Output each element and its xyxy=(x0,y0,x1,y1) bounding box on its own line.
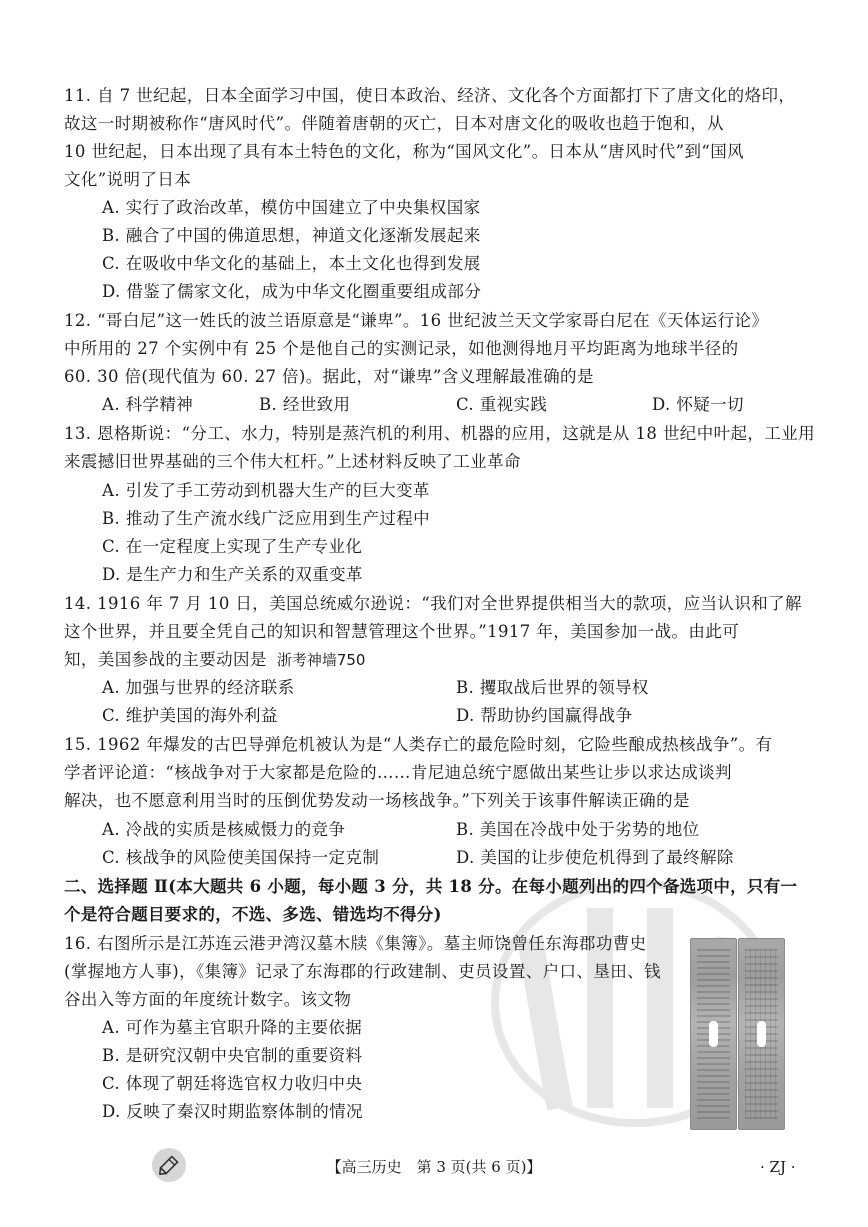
q15-stem-line-1: 15. 1962 年爆发的古巴导弹危机被认为是“人类存亡的最危险时刻，它险些酿成热核战争”。有 xyxy=(64,735,773,754)
q15-stem-line-3: 解决，也不愿意利用当时的压倒优势发动一场核战争。”下列关于该事件解读正确的是 xyxy=(64,791,690,810)
q12-stem-line-2: 中所用的 27 个实例中有 25 个是他自己的实测记录，如他测得地月平均距离为地球半径的 xyxy=(64,339,739,358)
q12-stem-line-1: 12. “哥白尼”这一姓氏的波兰语原意是“谦卑”。16 世纪波兰天文学家哥白尼在《天体运行论》 xyxy=(64,311,769,330)
q15-stem-line-2: 学者评论道：“核战争对于大家都是危险的……肯尼迪总统宁愿做出某些让步以求达成谈判 xyxy=(64,763,732,782)
q15-option-c[interactable]: C. 核战争的风险使美国保持一定克制 xyxy=(102,848,380,867)
slip-notch-right xyxy=(757,1021,766,1047)
q11-option-a[interactable]: A. 实行了政治改革，模仿中国建立了中央集权国家 xyxy=(102,198,481,217)
q12-option-a[interactable]: A. 科学精神 xyxy=(102,395,194,414)
q12-stem-line-3: 60. 30 倍(现代值为 60. 27 倍)。据此，对“谦卑”含义理解最准确的是 xyxy=(64,367,594,386)
q13-option-b[interactable]: B. 推动了生产流水线广泛应用到生产过程中 xyxy=(102,509,431,528)
q13-option-a[interactable]: A. 引发了手工劳动到机器大生产的巨大变革 xyxy=(102,481,430,500)
q11-stem-line-3: 10 世纪起，日本出现了具有本土特色的文化，称为“国风文化”。日本从“唐风时代”到“国风 xyxy=(64,142,745,161)
q15-option-d[interactable]: D. 美国的让步使危机得到了最终解除 xyxy=(456,848,734,867)
q16-stem-line-2: (掌握地方人事)，《集簿》记录了东海郡的行政建制、吏员设置、户口、垦田、钱 xyxy=(64,962,661,981)
q16-option-a[interactable]: A. 可作为墓主官职升降的主要依据 xyxy=(102,1018,363,1037)
q15-option-a[interactable]: A. 冷战的实质是核威慑力的竞争 xyxy=(102,820,346,839)
q16-option-d[interactable]: D. 反映了秦汉时期监察体制的情况 xyxy=(102,1102,363,1121)
q16-option-c[interactable]: C. 体现了朝廷将选官权力收归中央 xyxy=(102,1074,363,1093)
q14-stem-line-3-text: 知，美国参战的主要动因是 xyxy=(64,650,267,669)
q13-option-c[interactable]: C. 在一定程度上实现了生产专业化 xyxy=(102,537,363,556)
q14-watermark-text: 浙考神墙750 xyxy=(276,651,366,669)
q14-option-a[interactable]: A. 加强与世界的经济联系 xyxy=(102,678,295,697)
section-2-header-line-1: 二、选择题 Ⅱ(本大题共 6 小题，每小题 3 分，共 18 分。在每小题列出的四个备选项中，只有一 xyxy=(64,877,798,896)
q11-stem-line-2: 故这一时期被称作“唐风时代”。伴随着唐朝的灭亡，日本对唐文化的吸收也趋于饱和，从 xyxy=(64,114,724,133)
q11-option-b[interactable]: B. 融合了中国的佛道思想，神道文化逐渐发展起来 xyxy=(102,226,481,245)
q11-option-c[interactable]: C. 在吸收中华文化的基础上，本土文化也得到发展 xyxy=(102,254,481,273)
q16-option-b[interactable]: B. 是研究汉朝中央官制的重要资料 xyxy=(102,1046,363,1065)
q15-option-b[interactable]: B. 美国在冷战中处于劣势的地位 xyxy=(456,820,700,839)
wooden-slip-image-left xyxy=(690,938,737,1130)
q11-option-d[interactable]: D. 借鉴了儒家文化，成为中华文化圈重要组成部分 xyxy=(102,282,482,301)
q13-stem-line-2: 来震撼旧世界基础的三个伟大杠杆。”上述材料反映了工业革命 xyxy=(64,452,521,471)
wooden-slip-image-right xyxy=(738,938,785,1130)
q13-stem-line-1: 13. 恩格斯说：“分工、水力，特别是蒸汽机的利用、机器的应用，这就是从 18 世纪中叶起，工业用 xyxy=(64,424,816,443)
q11-stem-line-1: 11. 自 7 世纪起，日本全面学习中国，使日本政治、经济、文化各个方面都打下了唐文化的烙印， xyxy=(64,86,796,105)
q12-option-c[interactable]: C. 重视实践 xyxy=(456,395,548,414)
q14-stem-line-2: 这个世界，并且要全凭自己的知识和智慧管理这个世界。”1917 年，美国参加一战。由此可 xyxy=(64,622,740,641)
q12-option-d[interactable]: D. 怀疑一切 xyxy=(652,395,744,414)
slip-notch-left xyxy=(709,1021,718,1047)
q16-stem-line-3: 谷出入等方面的年度统计数字。该文物 xyxy=(64,990,352,1009)
section-2-header-line-2: 个是符合题目要求的，不选、多选、错选均不得分) xyxy=(64,905,442,924)
q14-option-d[interactable]: D. 帮助协约国赢得战争 xyxy=(456,706,633,725)
q13-option-d[interactable]: D. 是生产力和生产关系的双重变革 xyxy=(102,565,363,584)
pencil-icon xyxy=(152,1148,186,1182)
q12-option-b[interactable]: B. 经世致用 xyxy=(259,395,351,414)
q14-stem-line-1: 14. 1916 年 7 月 10 日，美国总统威尔逊说：“我们对全世界提供相当大的款项，应当认识和了解 xyxy=(64,594,802,613)
footer-region-code: · ZJ · xyxy=(760,1158,796,1176)
q11-stem-line-4: 文化”说明了日本 xyxy=(64,170,192,189)
q14-option-b[interactable]: B. 攫取战后世界的领导权 xyxy=(456,678,649,697)
q16-stem-line-1: 16. 右图所示是江苏连云港尹湾汉墓木牍《集簿》。墓主师饶曾任东海郡功曹史 xyxy=(64,934,647,953)
q14-option-c[interactable]: C. 维护美国的海外利益 xyxy=(102,706,278,725)
page-footer: 【高三历史 第 3 页(共 6 页)】 xyxy=(326,1158,542,1176)
q14-stem-line-3 xyxy=(64,649,365,671)
